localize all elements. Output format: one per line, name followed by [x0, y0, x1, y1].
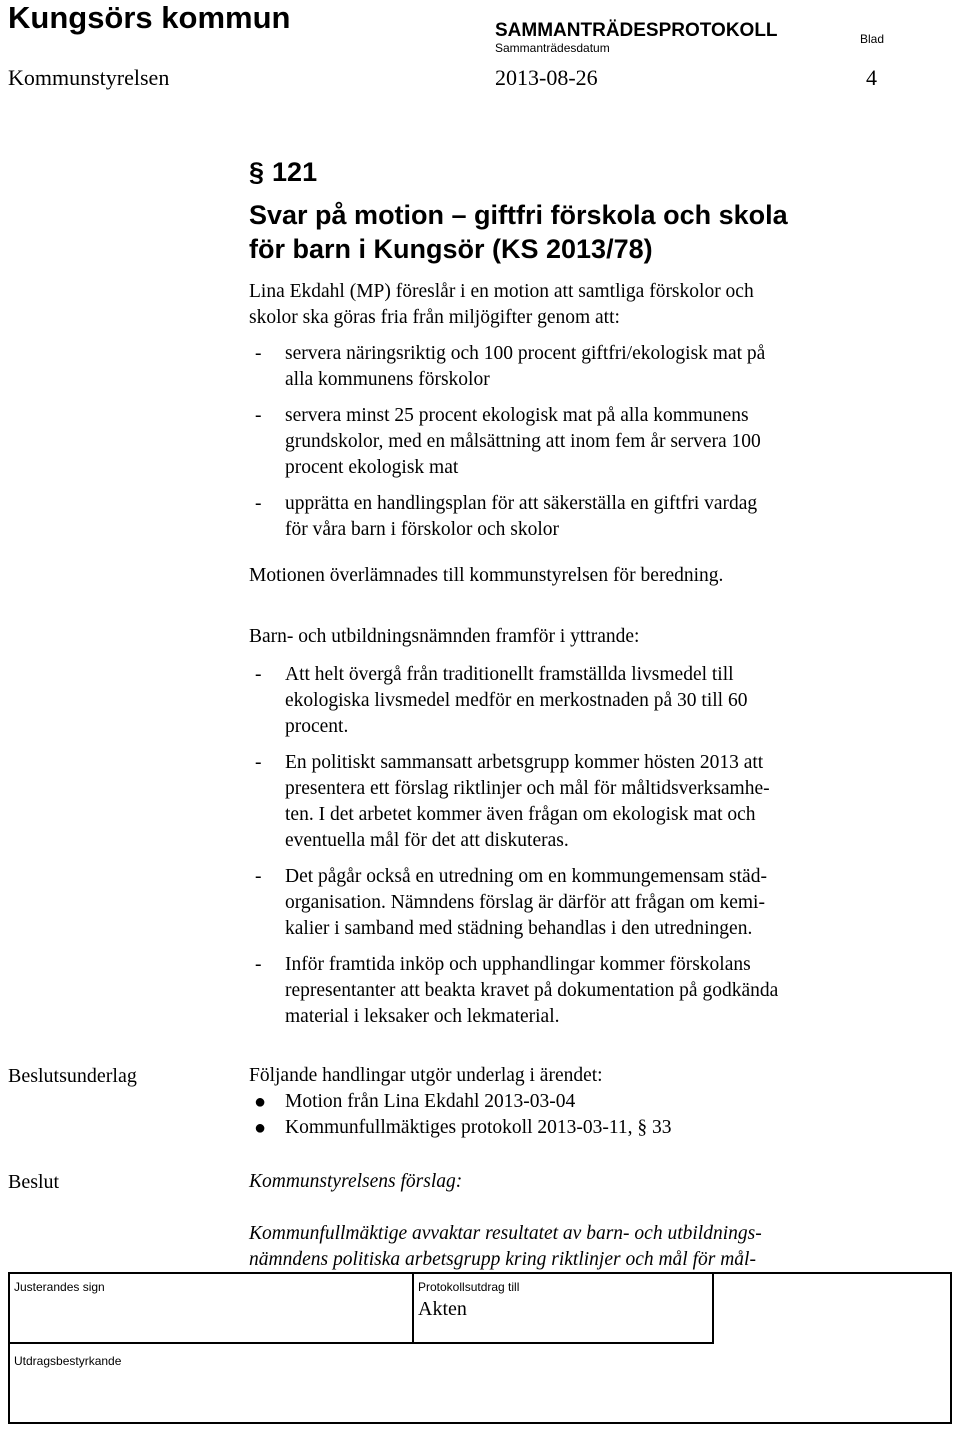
paragraph-line: Följande handlingar utgör underlag i ärendet: — [249, 1065, 603, 1086]
paragraph-symbol: § — [249, 157, 265, 187]
section-number-value: 121 — [272, 157, 318, 187]
section-title — [249, 198, 929, 266]
list-item — [249, 750, 929, 854]
section-title-line: för barn i Kungsör (KS 2013/78) — [249, 234, 653, 264]
list-item-line: upprätta en handlingsplan för att säkerställa en giftfri vardag — [285, 493, 758, 514]
decision-section — [249, 1169, 929, 1273]
meeting-date-label: Sammanträdesdatum — [495, 41, 610, 55]
footer-divider — [712, 1274, 714, 1344]
list-item-line: alla kommunens förskolor — [285, 369, 490, 390]
dash-marker: - — [255, 954, 262, 975]
basis-label: Beslutsunderlag — [8, 1065, 137, 1087]
list-item-line: representanter att beakta kravet på dokumentation på godkända — [285, 980, 779, 1001]
list-item-line: eventuella mål för det att diskuteras. — [285, 830, 569, 851]
proposal-heading: Kommunstyrelsens förslag: — [249, 1171, 463, 1192]
paragraph-line: Motionen överlämnades till kommunstyrelsen för beredning. — [249, 565, 724, 586]
list-item-line: presentera ett förslag riktlinjer och mål för måltidsverksamhe- — [285, 778, 770, 799]
decision-label: Beslut — [8, 1171, 60, 1193]
section-title-line: Svar på motion – giftfri förskola och skola — [249, 200, 788, 230]
dash-marker: - — [255, 405, 262, 426]
list-item-line: Att helt övergå från traditionellt framställda livsmedel till — [285, 664, 734, 685]
paragraph-line: skolor ska göras fria från miljögifter genom att: — [249, 307, 620, 328]
list-item-line: organisation. Nämndens förslag är därför att frågan om kemi- — [285, 892, 765, 913]
dash-marker: - — [255, 343, 262, 364]
committee-statement — [249, 624, 929, 1030]
page-number: 4 — [866, 65, 877, 90]
footer-divider — [10, 1342, 712, 1344]
dash-marker: - — [255, 752, 262, 773]
bullet-icon: ● — [254, 1091, 267, 1113]
list-item-line: material i leksaker och lekmaterial. — [285, 1006, 560, 1027]
paragraph-line: nämndens politiska arbetsgrupp kring riktlinjer och mål för mål- — [249, 1249, 756, 1270]
list-item-line: Motion från Lina Ekdahl 2013-03-04 — [285, 1091, 576, 1112]
paragraph-line: Barn- och utbildningsnämnden framför i yttrande: — [249, 626, 640, 647]
list-item-line: ekologiska livsmedel medför en merkostnaden på 30 till 60 — [285, 690, 748, 711]
dash-marker: - — [255, 493, 262, 514]
organ-name: Kommunstyrelsen — [8, 65, 170, 90]
list-item-line: för våra barn i förskolor och skolor — [285, 519, 559, 540]
footer-signature-box — [8, 1272, 952, 1424]
list-item — [249, 952, 929, 1030]
certifier-label: Utdragsbestyrkande — [14, 1354, 122, 1368]
page-label: Blad — [860, 32, 885, 46]
list-item — [249, 1115, 929, 1141]
basis-section — [249, 1063, 929, 1141]
municipality-name: Kungsörs kommun — [8, 0, 291, 35]
paragraph-line: Kommunfullmäktige avvaktar resultatet av barn- och utbildnings- — [249, 1223, 762, 1244]
list-item-line: Kommunfullmäktiges protokoll 2013-03-11, § 33 — [285, 1117, 672, 1138]
list-item-line: procent ekologisk mat — [285, 457, 459, 478]
extract-label: Protokollsutdrag till — [418, 1280, 520, 1294]
protocol-title: SAMMANTRÄDESPROTOKOLL — [495, 20, 778, 41]
section-number — [249, 154, 317, 190]
dash-marker: - — [255, 866, 262, 887]
list-item — [249, 864, 929, 942]
motion-text — [249, 279, 929, 589]
list-item-line: Det pågår också en utredning om en kommungemensam städ- — [285, 866, 767, 887]
meeting-date: 2013-08-26 — [495, 65, 598, 90]
list-item-line: Inför framtida inköp och upphandlingar kommer förskolans — [285, 954, 751, 975]
list-item-line: grundskolor, med en målsättning att inom fem år servera 100 — [285, 431, 761, 452]
list-item — [249, 491, 929, 543]
bullet-icon: ● — [254, 1117, 267, 1139]
list-item-line: servera minst 25 procent ekologisk mat på alla kommunens — [285, 405, 749, 426]
list-item — [249, 1089, 929, 1115]
list-item-line: En politiskt sammansatt arbetsgrupp kommer hösten 2013 att — [285, 752, 764, 773]
list-item-line: kalier i samband med städning behandlas i den utredningen. — [285, 918, 753, 939]
list-item — [249, 403, 929, 481]
list-item-line: procent. — [285, 716, 349, 737]
list-item-line: ten. I det arbetet kommer även frågan om ekologisk mat och — [285, 804, 756, 825]
footer-divider — [412, 1274, 414, 1344]
paragraph-line: Lina Ekdahl (MP) föreslår i en motion att samtliga förskolor och — [249, 281, 754, 302]
list-item-line: servera näringsriktig och 100 procent giftfri/ekologisk mat på — [285, 343, 766, 364]
signers-label: Justerandes sign — [14, 1280, 105, 1294]
dash-marker: - — [255, 664, 262, 685]
list-item — [249, 341, 929, 393]
list-item — [249, 662, 929, 740]
extract-value: Akten — [418, 1298, 467, 1320]
